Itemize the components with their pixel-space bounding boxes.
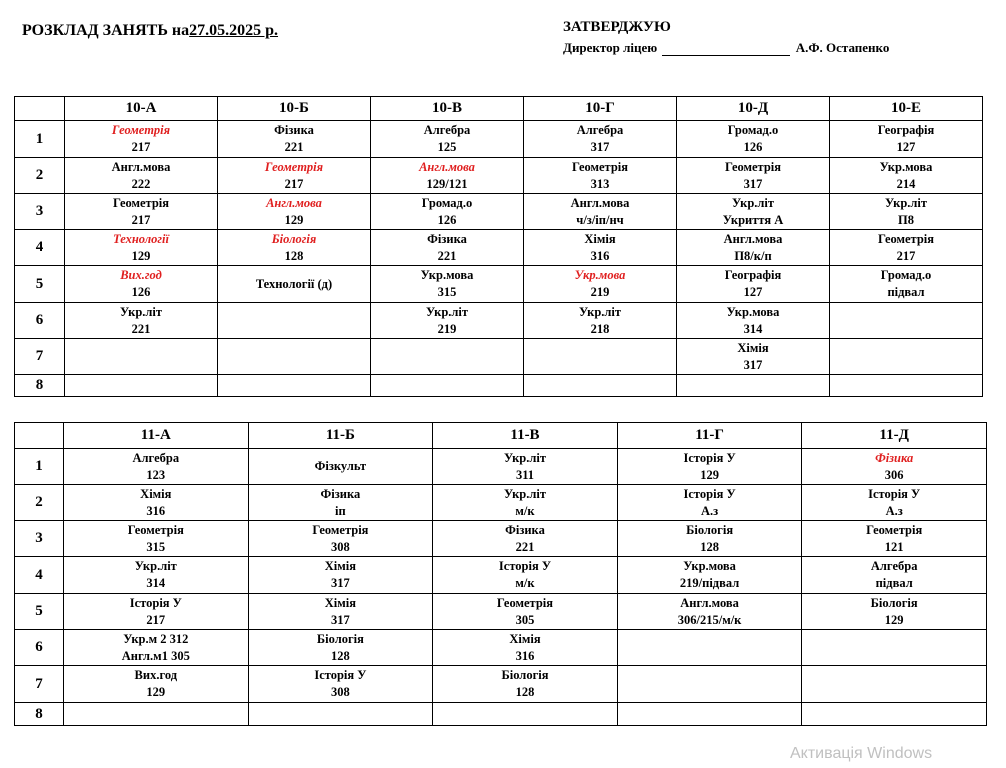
- class-header: 11-Д: [802, 423, 987, 449]
- subject-name: Укр.мова: [420, 268, 474, 282]
- lesson-cell: [830, 375, 983, 397]
- lesson-number: 5: [15, 594, 64, 630]
- lesson-cell: [371, 121, 524, 158]
- lesson-cell: [524, 339, 677, 375]
- room-number: 126: [437, 212, 457, 227]
- lesson-cell: [677, 194, 830, 230]
- room-number: А.з: [885, 503, 903, 518]
- room-number: 315: [437, 285, 457, 299]
- lesson-cell: [65, 194, 218, 230]
- subject-name: Укр.мова: [683, 559, 736, 573]
- lesson-cell: [433, 666, 618, 703]
- lesson-row: [15, 194, 983, 230]
- lesson-number: 1: [15, 121, 65, 158]
- room-number: 217: [131, 212, 151, 227]
- lesson-cell: [64, 630, 249, 666]
- lesson-cell: [677, 375, 830, 397]
- schedule-table-grade-10: [14, 96, 983, 397]
- lesson-cell: [65, 266, 218, 303]
- room-number: 308: [331, 685, 350, 699]
- corner-cell: [15, 423, 64, 449]
- subject-name: Англ.мова: [266, 195, 322, 210]
- lesson-cell: [524, 230, 677, 266]
- lesson-cell: [677, 339, 830, 375]
- room-number: 317: [331, 612, 350, 627]
- lesson-cell: [64, 449, 249, 485]
- lesson-cell: [617, 594, 802, 630]
- room-number: 129: [700, 467, 719, 482]
- lesson-cell: [677, 158, 830, 194]
- lesson-cell: [617, 703, 802, 726]
- subject-name: Укр.мова: [574, 268, 626, 282]
- subject-name: Геометрія: [496, 595, 554, 610]
- lesson-cell: [830, 194, 983, 230]
- room-number: 316: [515, 648, 535, 663]
- room-number: 219: [590, 285, 610, 299]
- lesson-cell: [371, 266, 524, 303]
- room-number: 315: [146, 539, 166, 554]
- room-number: 306: [884, 467, 904, 482]
- room-number: А.з: [700, 503, 719, 518]
- subject-name: Алгебра: [132, 450, 180, 465]
- room-number: 313: [590, 176, 610, 191]
- room-number: 221: [284, 140, 304, 154]
- lesson-number: 1: [15, 449, 64, 485]
- lesson-row: [15, 230, 983, 266]
- lesson-cell: [371, 230, 524, 266]
- room-number: 314: [146, 576, 166, 590]
- lesson-cell: [617, 666, 802, 703]
- lesson-row: [15, 158, 983, 194]
- room-number: 314: [743, 321, 763, 336]
- room-number: підвал: [887, 285, 925, 299]
- lesson-number: 8: [15, 703, 64, 726]
- subject-name: Технології (д): [255, 276, 333, 291]
- subject-name: Технології: [113, 231, 169, 246]
- lesson-number: 7: [15, 666, 64, 703]
- lesson-row: [15, 594, 987, 630]
- lesson-cell: [830, 158, 983, 194]
- lesson-cell: [248, 666, 433, 703]
- class-header: 11-А: [64, 423, 249, 449]
- subject-name: Хімія: [737, 340, 769, 355]
- subject-name: Укр.літ: [884, 195, 928, 210]
- lesson-cell: [433, 557, 618, 594]
- subject-name: Фізика: [505, 522, 545, 537]
- class-header: 10-А: [65, 97, 218, 121]
- subject-name: Англ.мова: [419, 159, 475, 174]
- lesson-cell: [802, 521, 987, 557]
- lesson-cell: [64, 703, 249, 726]
- room-number: 129: [131, 248, 151, 263]
- subject-name: Фізика: [274, 123, 314, 137]
- room-number: ч/з/іп/нч: [576, 212, 624, 227]
- room-number: 221: [131, 321, 151, 336]
- room-number: 316: [146, 503, 166, 518]
- lesson-row: [15, 449, 987, 485]
- subject-name: Хімія: [509, 631, 541, 646]
- lesson-cell: [433, 630, 618, 666]
- room-number: 129: [146, 685, 166, 699]
- lesson-cell: [677, 303, 830, 339]
- room-number: 127: [896, 140, 916, 154]
- header-row: [15, 423, 987, 449]
- subject-name: Хімія: [324, 595, 357, 610]
- lesson-cell: [830, 230, 983, 266]
- lesson-cell: [433, 521, 618, 557]
- subject-name: Геометрія: [571, 159, 629, 174]
- subject-name: Географія: [877, 123, 935, 137]
- schedule-title: [22, 22, 278, 40]
- subject-name: Історія У: [868, 486, 921, 501]
- lesson-cell: [371, 339, 524, 375]
- room-number: 219: [437, 321, 457, 336]
- subject-name: Хімія: [324, 559, 357, 573]
- subject-name: Укр.літ: [503, 486, 547, 501]
- lesson-cell: [617, 630, 802, 666]
- lesson-cell: [218, 339, 371, 375]
- room-number: 125: [437, 140, 457, 154]
- subject-name: Географія: [724, 268, 782, 282]
- lesson-cell: [617, 485, 802, 521]
- lesson-cell: [248, 594, 433, 630]
- subject-name: Історія У: [683, 486, 736, 501]
- subject-name: Громад.о: [727, 123, 779, 137]
- subject-name: Укр.мова: [726, 304, 780, 319]
- class-header: 11-Б: [248, 423, 433, 449]
- lesson-cell: [64, 557, 249, 594]
- lesson-number: 4: [15, 230, 65, 266]
- room-number: 316: [590, 248, 610, 263]
- lesson-cell: [433, 594, 618, 630]
- lesson-cell: [830, 266, 983, 303]
- lesson-cell: [524, 194, 677, 230]
- room-number: 129: [284, 212, 304, 227]
- lesson-cell: [248, 485, 433, 521]
- subject-name: Історія У: [314, 668, 367, 682]
- lesson-cell: [371, 158, 524, 194]
- lesson-row: [15, 521, 987, 557]
- class-header: 10-В: [371, 97, 524, 121]
- room-number: 219/підвал: [679, 576, 740, 590]
- lesson-cell: [65, 375, 218, 397]
- room-number: 317: [743, 176, 763, 191]
- room-number: 305: [515, 612, 535, 627]
- subject-name: Фізика: [427, 231, 467, 246]
- subject-name: Укр.літ: [731, 195, 775, 210]
- subject-name: Укр.літ: [503, 450, 547, 465]
- subject-name: Біологія: [870, 595, 918, 610]
- lesson-cell: [802, 666, 987, 703]
- lesson-cell: [64, 485, 249, 521]
- class-header: 10-Б: [218, 97, 371, 121]
- lesson-cell: [64, 594, 249, 630]
- room-number: 126: [131, 285, 151, 299]
- lesson-cell: [802, 594, 987, 630]
- lesson-row: [15, 630, 987, 666]
- room-number: 308: [331, 539, 350, 554]
- lesson-cell: [218, 266, 371, 303]
- signature-line: [662, 43, 790, 56]
- lesson-number: 7: [15, 339, 65, 375]
- subject-name: Геометрія: [127, 522, 184, 537]
- lesson-cell: [433, 485, 618, 521]
- lesson-cell: [524, 121, 677, 158]
- room-number: 217: [146, 612, 166, 627]
- lesson-row: [15, 485, 987, 521]
- room-number: 129/121: [426, 176, 468, 191]
- room-number: 317: [590, 140, 610, 154]
- subject-name: Алгебра: [870, 559, 918, 573]
- lesson-cell: [830, 121, 983, 158]
- room-number: іп: [335, 503, 346, 518]
- lesson-cell: [830, 339, 983, 375]
- room-number: 317: [331, 576, 350, 590]
- lesson-row: [15, 557, 987, 594]
- subject-name: Вих.год: [120, 268, 162, 282]
- lesson-cell: [677, 230, 830, 266]
- room-number: П8/к/п: [734, 248, 772, 263]
- lesson-cell: [218, 194, 371, 230]
- class-header: 11-Г: [617, 423, 802, 449]
- lesson-cell: [248, 521, 433, 557]
- class-header: 11-В: [433, 423, 618, 449]
- lesson-number: 4: [15, 557, 64, 594]
- lesson-cell: [65, 158, 218, 194]
- lesson-cell: [433, 703, 618, 726]
- lesson-cell: [218, 158, 371, 194]
- subject-name: Фізика: [875, 450, 914, 465]
- subject-name: Геометрія: [877, 231, 935, 246]
- lesson-cell: [65, 339, 218, 375]
- room-number: 128: [515, 685, 535, 699]
- room-number: 127: [743, 285, 763, 299]
- lesson-number: 3: [15, 194, 65, 230]
- subject-name: Хімія: [140, 486, 172, 501]
- subject-name: Біологія: [316, 631, 364, 646]
- lesson-row: [15, 266, 983, 303]
- room-number: 217: [284, 176, 304, 191]
- header-row: [15, 97, 983, 121]
- lesson-cell: [248, 557, 433, 594]
- room-number: 128: [700, 539, 719, 554]
- lesson-cell: [524, 266, 677, 303]
- subject-name: Хімія: [584, 231, 616, 246]
- lesson-cell: [371, 303, 524, 339]
- lesson-cell: [65, 303, 218, 339]
- subject-name: Вих.год: [134, 668, 178, 682]
- room-number: 128: [331, 648, 350, 663]
- lesson-cell: [248, 703, 433, 726]
- lesson-cell: [65, 121, 218, 158]
- lesson-cell: [218, 230, 371, 266]
- lesson-cell: [802, 557, 987, 594]
- subject-name: Геометрія: [112, 195, 170, 210]
- lesson-cell: [371, 375, 524, 397]
- approve-director-name: А.Ф. Остапенко: [795, 40, 890, 55]
- lesson-cell: [218, 375, 371, 397]
- subject-name: Англ.мова: [723, 231, 783, 246]
- lesson-cell: [802, 630, 987, 666]
- room-number: 123: [146, 467, 166, 482]
- subject-name: Укр.літ: [119, 304, 163, 319]
- subject-name: Геометрія: [724, 159, 782, 174]
- approve-signature-line: [563, 40, 889, 56]
- subject-name: Історія У: [498, 559, 552, 573]
- lesson-cell: [524, 158, 677, 194]
- lesson-row: [15, 121, 983, 158]
- lesson-cell: [524, 375, 677, 397]
- room-number: 121: [884, 539, 904, 554]
- subject-name: Громад.о: [421, 195, 473, 210]
- lesson-number: 3: [15, 521, 64, 557]
- room-number: м/к: [515, 576, 535, 590]
- lesson-cell: [65, 230, 218, 266]
- room-number: 129: [884, 612, 904, 627]
- subject-name: Громад.о: [880, 268, 932, 282]
- subject-name: Історія У: [129, 595, 182, 610]
- room-number: 217: [896, 248, 916, 263]
- room-number: 214: [896, 176, 916, 191]
- lesson-number: 6: [15, 303, 65, 339]
- class-header: 10-Д: [677, 97, 830, 121]
- lesson-cell: [617, 449, 802, 485]
- room-number: 217: [131, 140, 151, 154]
- subject-name: Фізика: [320, 486, 361, 501]
- lesson-cell: [617, 521, 802, 557]
- approval-block: [563, 19, 889, 56]
- subject-name: Геометрія: [264, 159, 324, 174]
- corner-cell: [15, 97, 65, 121]
- lesson-cell: [248, 449, 433, 485]
- lesson-number: 2: [15, 158, 65, 194]
- subject-name: Біологія: [271, 231, 317, 246]
- lesson-cell: [802, 449, 987, 485]
- subject-name: Фізкульт: [314, 459, 367, 473]
- lesson-cell: [248, 630, 433, 666]
- room-number: 317: [743, 357, 763, 372]
- windows-activation-watermark: Активація Windows: [790, 745, 933, 762]
- schedule-date: 27.05.2025 р.: [189, 22, 279, 39]
- subject-name: Історія У: [683, 450, 736, 465]
- subject-name: Алгебра: [423, 123, 471, 137]
- lesson-cell: [677, 266, 830, 303]
- lesson-row: [15, 303, 983, 339]
- class-header: 10-Г: [524, 97, 677, 121]
- lesson-row: [15, 703, 987, 726]
- lesson-number: 2: [15, 485, 64, 521]
- subject-name: Англ.мова: [680, 595, 739, 610]
- lesson-cell: [617, 557, 802, 594]
- lesson-row: [15, 666, 987, 703]
- subject-name: Алгебра: [576, 123, 624, 137]
- room-number: 306/215/м/к: [677, 612, 742, 627]
- lesson-cell: [64, 666, 249, 703]
- lesson-cell: [371, 194, 524, 230]
- room-number: П8: [898, 212, 914, 227]
- title-prefix: РОЗКЛАД ЗАНЯТЬ на: [22, 22, 190, 39]
- subject-name: Геометрія: [312, 522, 369, 537]
- room-number: підвал: [875, 576, 913, 590]
- room-number: 218: [590, 321, 610, 336]
- subject-name: Англ.мова: [570, 195, 630, 210]
- room-number: 221: [515, 539, 535, 554]
- room-number: 126: [743, 140, 763, 154]
- room-number: Укриття А: [722, 212, 784, 227]
- lesson-cell: [677, 121, 830, 158]
- lesson-cell: [830, 303, 983, 339]
- lesson-cell: [802, 485, 987, 521]
- subject-name: Укр.літ: [578, 304, 622, 319]
- room-number: 221: [437, 248, 457, 263]
- subject-name: Біологія: [686, 522, 734, 537]
- lesson-number: 8: [15, 375, 65, 397]
- subject-name: Англ.мова: [111, 159, 171, 174]
- lesson-cell: [433, 449, 618, 485]
- lesson-number: 5: [15, 266, 65, 303]
- lesson-cell: [218, 121, 371, 158]
- subject-name: Геометрія: [866, 522, 923, 537]
- subject-name: Укр.літ: [134, 559, 177, 573]
- schedule-table-grade-11: [14, 422, 987, 726]
- subject-name: Укр.літ: [425, 304, 469, 319]
- subject-name: Укр.мова: [879, 159, 933, 174]
- room-number: м/к: [515, 503, 535, 518]
- lesson-cell: [218, 303, 371, 339]
- lesson-cell: [802, 703, 987, 726]
- subject-name: Геометрія: [111, 123, 171, 137]
- class-header: 10-Е: [830, 97, 983, 121]
- lesson-row: [15, 375, 983, 397]
- subject-name: Біологія: [501, 668, 549, 682]
- approve-title: ЗАТВЕРДЖУЮ: [563, 19, 671, 35]
- room-number: 222: [131, 176, 151, 191]
- room-number: Англ.м1 305: [121, 648, 190, 663]
- lesson-row: [15, 339, 983, 375]
- approve-director-label: Директор ліцею: [563, 40, 658, 55]
- room-number: 128: [284, 248, 304, 263]
- lesson-number: 6: [15, 630, 64, 666]
- lesson-cell: [524, 303, 677, 339]
- lesson-cell: [64, 521, 249, 557]
- room-number: 311: [515, 467, 535, 482]
- subject-name: Укр.м 2 312: [123, 631, 189, 646]
